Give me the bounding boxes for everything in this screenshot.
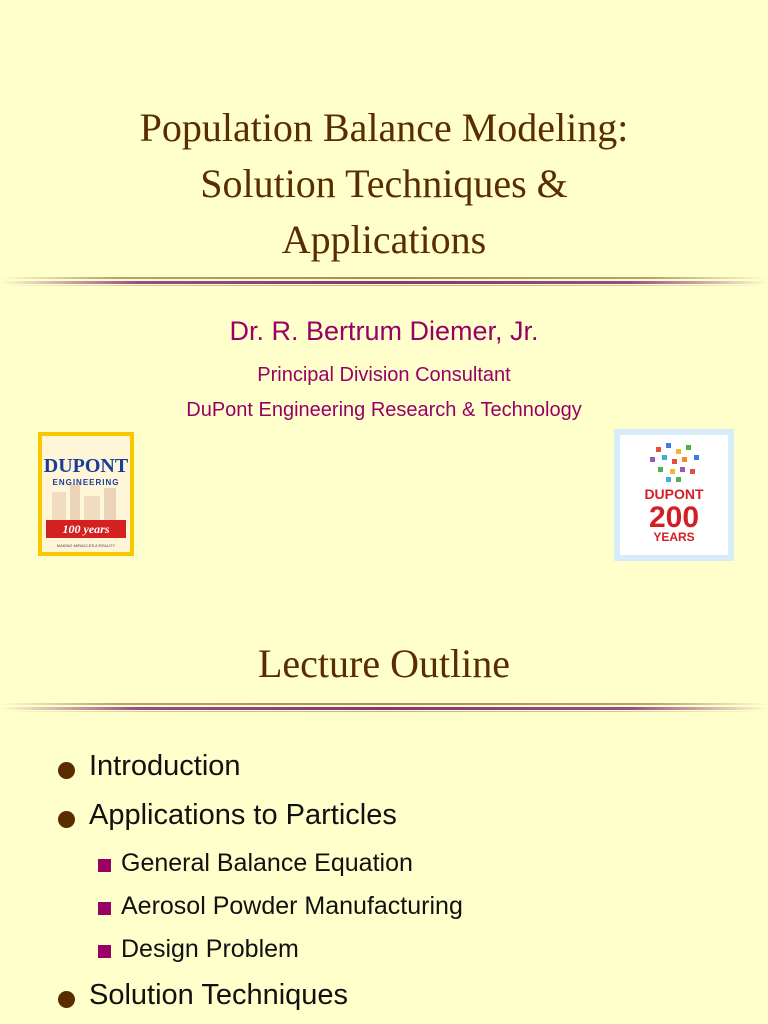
outline-divider: [0, 702, 768, 714]
author-position: Principal Division Consultant: [257, 364, 511, 386]
outline-title: Lecture Outline: [257, 641, 511, 686]
title-line-3: Applications: [281, 217, 487, 262]
logo-right-name: DUPONT: [644, 486, 704, 502]
author-name: Dr. R. Bertrum Diemer, Jr.: [229, 316, 539, 346]
bullet-dot-icon: [58, 762, 75, 779]
list-subitem-text: General Balance Equation: [121, 849, 413, 877]
logo-left-tagline: MAKING MIRACLES A REALITY: [56, 543, 116, 548]
list-subitem-text: Design Problem: [121, 935, 299, 963]
logo-left-name: DUPONT: [43, 455, 129, 477]
dupont-200-years-logo: [614, 429, 734, 561]
logo-right-word: YEARS: [653, 530, 695, 544]
author-organization: DuPont Engineering Research & Technology: [186, 399, 582, 421]
list-subitem-text: Aerosol Powder Manufacturing: [121, 892, 463, 920]
logo-left-banner: 100 years: [62, 522, 110, 536]
list-item-text: Solution Techniques: [89, 979, 349, 1011]
title-divider: [0, 276, 768, 288]
slide-title: [0, 100, 768, 268]
logo-left-sub: ENGINEERING: [52, 478, 120, 487]
logo-right-number: 200: [648, 501, 700, 534]
bullet-square-icon: [98, 902, 111, 915]
bullet-square-icon: [98, 859, 111, 872]
title-line-1: Population Balance Modeling:: [139, 105, 629, 150]
bullet-dot-icon: [58, 991, 75, 1008]
bullet-square-icon: [98, 945, 111, 958]
list-item-text: Introduction: [89, 750, 241, 782]
bullet-dot-icon: [58, 811, 75, 828]
dupont-engineering-100-years-logo: [38, 432, 134, 556]
title-line-2: Solution Techniques &: [200, 161, 568, 206]
list-item-text: Applications to Particles: [89, 799, 397, 831]
